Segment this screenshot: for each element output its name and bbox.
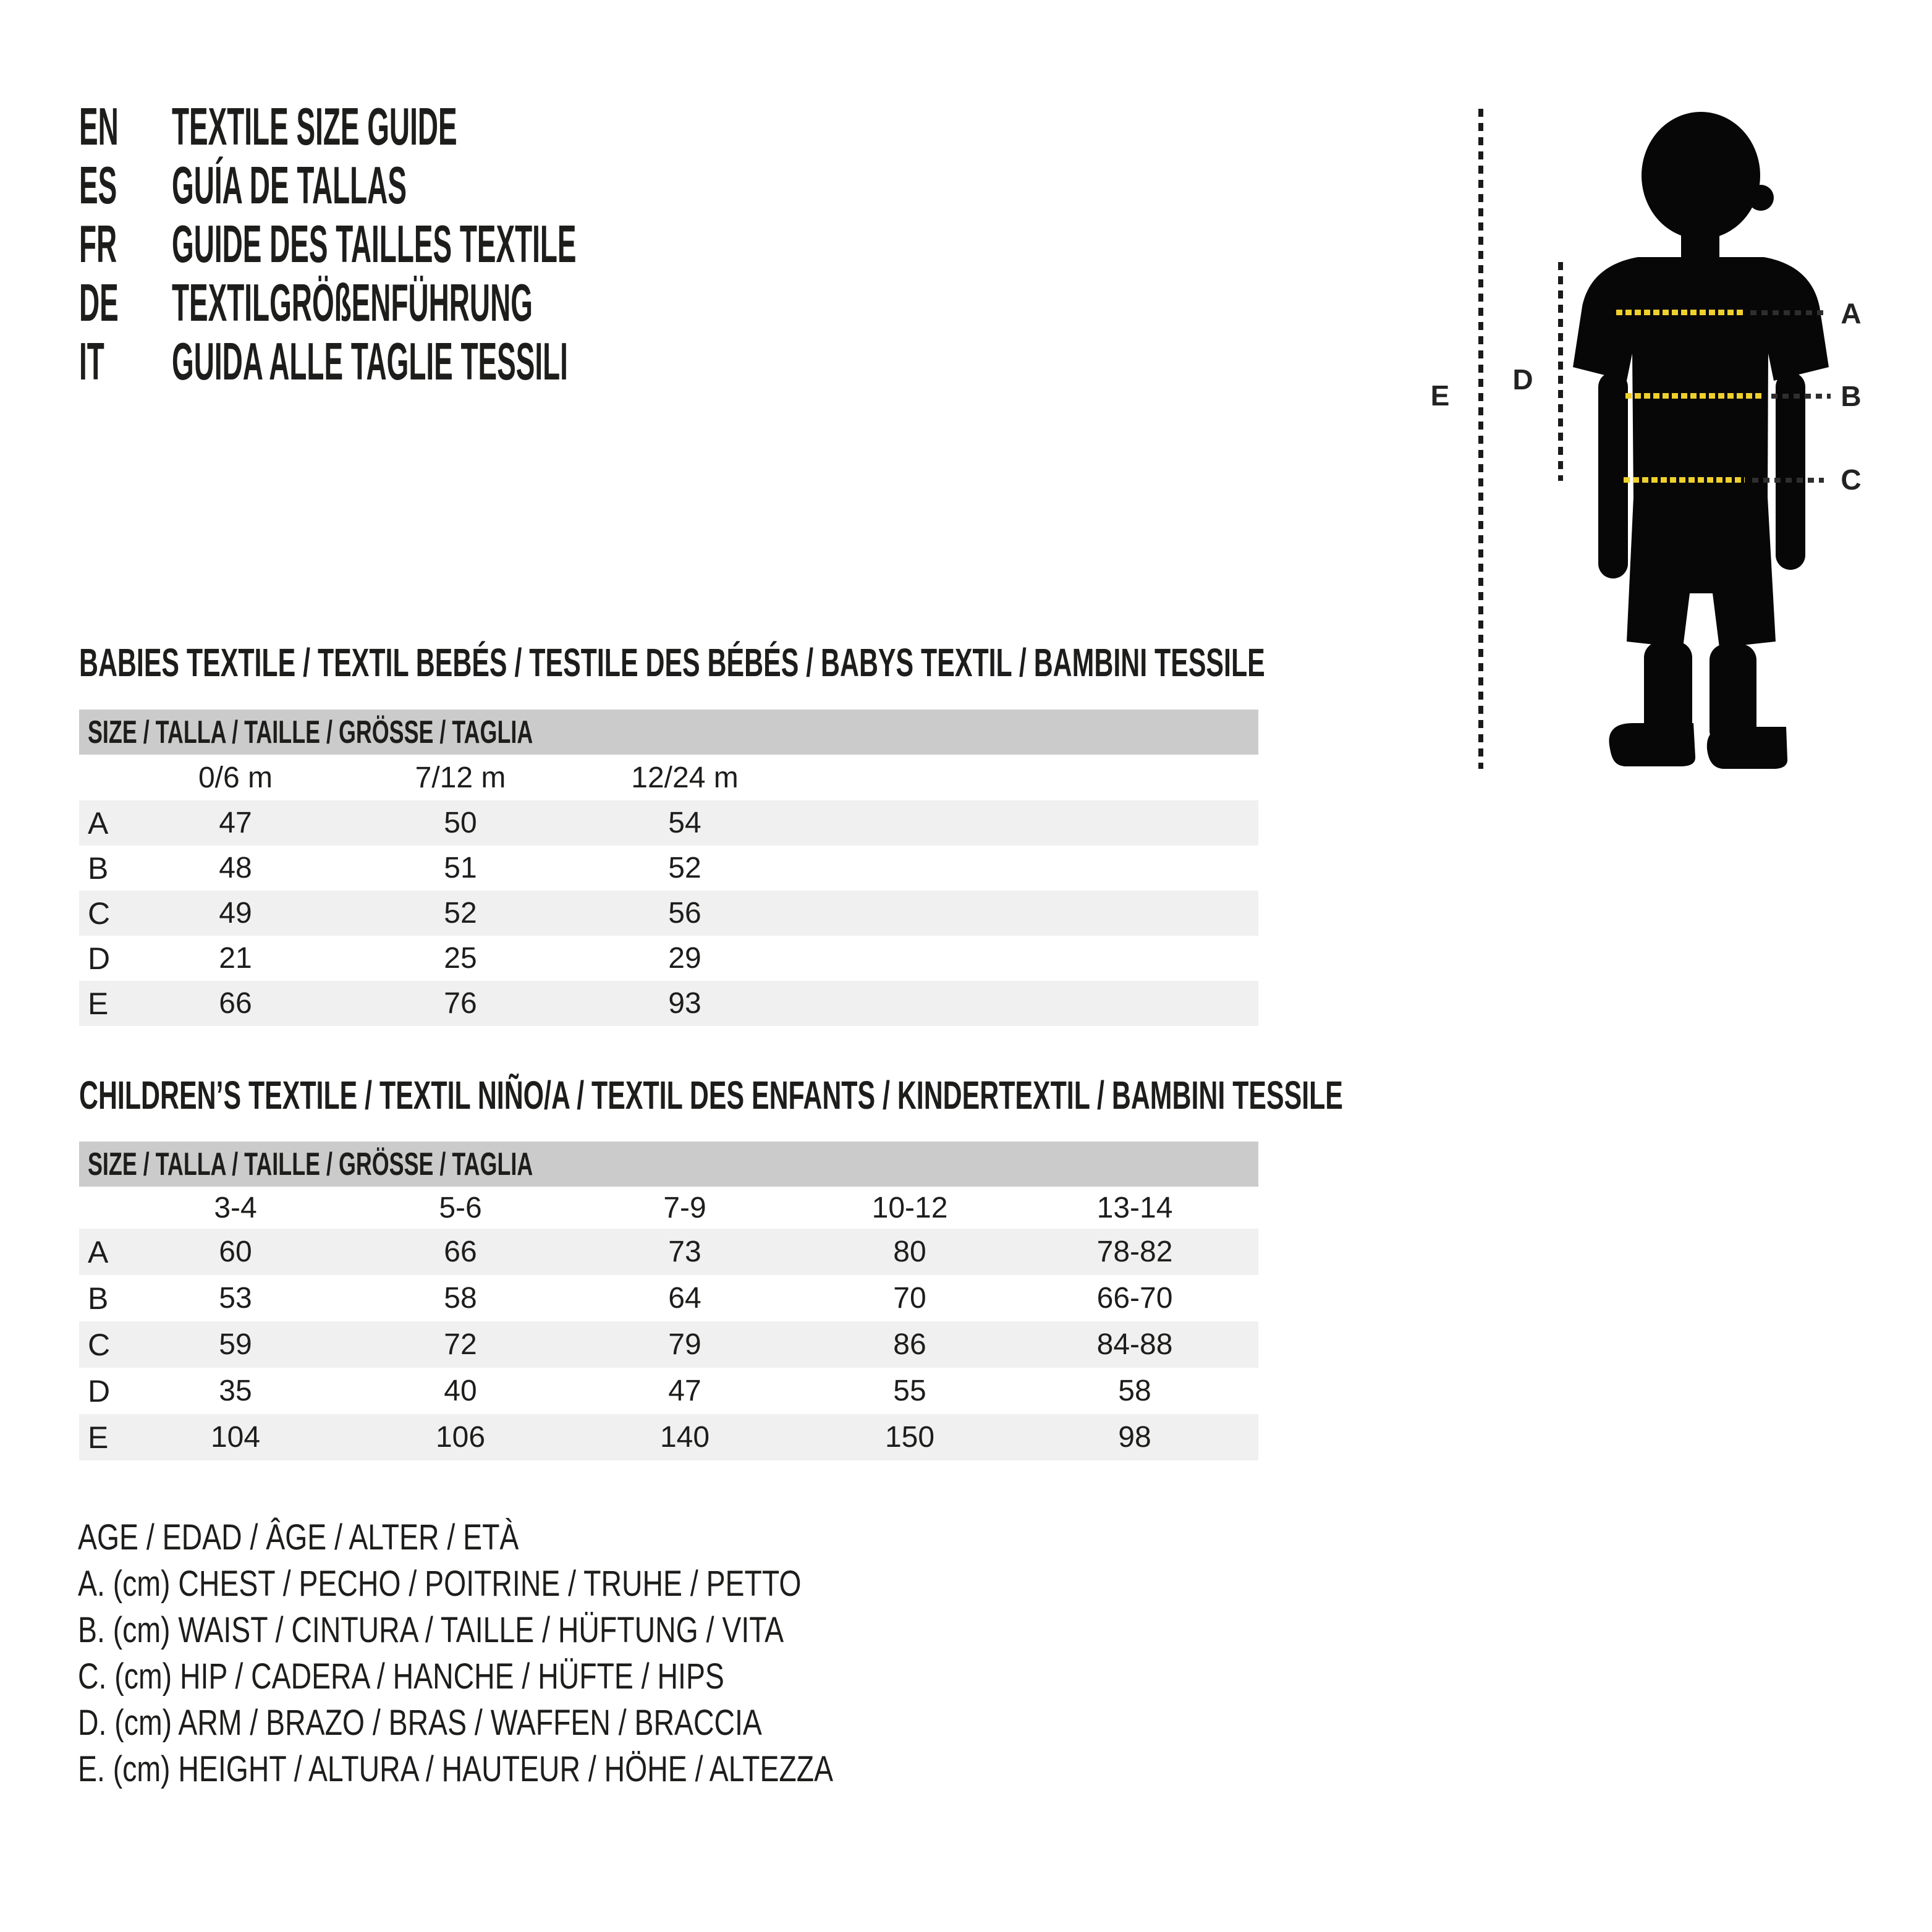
column-header: 7-9 xyxy=(663,1191,706,1224)
babies-section-title xyxy=(79,640,1849,685)
legend-chest-text: A. (cm) CHEST / PECHO / POITRINE / TRUHE / PETTO xyxy=(78,1564,802,1604)
legend-hip-text: C. (cm) HIP / CADERA / HANCHE / HÜFTE / HIPS xyxy=(78,1656,724,1697)
cell: 47 xyxy=(219,807,252,839)
cell: 150 xyxy=(884,1421,935,1454)
language-code-text: DE xyxy=(79,273,119,333)
children-size-header-bar xyxy=(79,1142,1258,1187)
row-label: B xyxy=(88,1281,109,1316)
column-header: 12/24 m xyxy=(631,761,739,794)
legend-line-hip xyxy=(78,1653,1022,1700)
cell: 78-82 xyxy=(1096,1235,1173,1268)
cell: 29 xyxy=(668,942,701,975)
column-header: 10-12 xyxy=(871,1191,948,1224)
language-code-text: IT xyxy=(79,332,104,391)
language-code xyxy=(79,332,126,423)
cell: 66 xyxy=(444,1235,477,1268)
table-row-a xyxy=(79,800,1258,845)
table-row-b xyxy=(79,1275,1258,1321)
cell: 86 xyxy=(893,1328,926,1361)
chest-dash-yellow xyxy=(1616,310,1743,315)
legend-line-height xyxy=(78,1746,1022,1792)
cell: 25 xyxy=(444,942,477,975)
language-title-text: TEXTILGRÖßENFÜHRUNG xyxy=(172,273,533,333)
hip-dash-yellow xyxy=(1624,477,1745,483)
cell: 98 xyxy=(1118,1421,1151,1454)
babies-column-header-row xyxy=(79,755,1258,800)
language-code-text: FR xyxy=(79,214,117,274)
legend-height-text: E. (cm) HEIGHT / ALTURA / HAUTEUR / HÖHE / ALTEZZA xyxy=(78,1749,834,1789)
row-label: A xyxy=(88,1234,109,1269)
children-section-title-text: CHILDREN’S TEXTILE / TEXTIL NIÑO/A / TEXTIL DES ENFANTS / KINDERTEXTIL / BAMBINI TESSILE xyxy=(79,1073,1343,1117)
cell: 60 xyxy=(219,1235,252,1268)
cell: 80 xyxy=(893,1235,926,1268)
column-header: 7/12 m xyxy=(415,761,506,794)
legend-arm-text: D. (cm) ARM / BRAZO / BRAS / WAFFEN / BRACCIA xyxy=(78,1703,762,1743)
legend-waist-text: B. (cm) WAIST / CINTURA / TAILLE / HÜFTUNG / VITA xyxy=(78,1610,784,1650)
row-label: C xyxy=(88,896,111,931)
children-size-header-text: SIZE / TALLA / TAILLE / GRÖSSE / TAGLIA xyxy=(88,1146,533,1182)
cell: 21 xyxy=(219,942,252,975)
chest-dash-dark xyxy=(1750,310,1824,315)
column-header: 5-6 xyxy=(439,1191,482,1224)
row-label: D xyxy=(88,941,111,976)
cell: 104 xyxy=(210,1421,261,1454)
cell: 48 xyxy=(219,852,252,884)
figure-label-waist-b: B xyxy=(1841,380,1862,412)
cell: 40 xyxy=(444,1375,477,1407)
children-column-header-row xyxy=(79,1187,1258,1229)
legend-age-text: AGE / EDAD / ÂGE / ALTER / ETÀ xyxy=(78,1517,519,1557)
babies-size-header-bar xyxy=(79,710,1258,755)
cell: 58 xyxy=(1118,1375,1151,1407)
cell: 52 xyxy=(668,852,701,884)
babies-table xyxy=(79,755,1258,1026)
table-row-e xyxy=(79,981,1258,1026)
language-title-text: GUÍA DE TALLAS xyxy=(172,156,407,215)
hip-dash-dark xyxy=(1752,478,1824,483)
row-label: E xyxy=(88,1420,109,1455)
table-row-e xyxy=(79,1414,1258,1460)
babies-size-header-text: SIZE / TALLA / TAILLE / GRÖSSE / TAGLIA xyxy=(88,714,533,750)
language-code-text: EN xyxy=(79,97,119,156)
cell: 66 xyxy=(219,987,252,1020)
row-label: C xyxy=(88,1327,111,1362)
language-title-text: GUIDA ALLE TAGLIE TESSILI xyxy=(172,332,568,391)
language-title-text: TEXTILE SIZE GUIDE xyxy=(172,97,457,156)
cell: 51 xyxy=(444,852,477,884)
language-code-text: ES xyxy=(79,156,117,215)
cell: 54 xyxy=(668,807,701,839)
table-row-c xyxy=(79,891,1258,936)
cell: 66-70 xyxy=(1096,1282,1173,1315)
cell: 76 xyxy=(444,987,477,1020)
cell: 59 xyxy=(219,1328,252,1361)
cell: 53 xyxy=(219,1282,252,1315)
row-label: D xyxy=(88,1373,111,1409)
figure-label-arm-d: D xyxy=(1512,363,1533,396)
cell: 47 xyxy=(668,1375,701,1407)
waist-dash-dark xyxy=(1771,394,1831,399)
cell: 79 xyxy=(668,1328,701,1361)
table-row-b xyxy=(79,845,1258,891)
cell: 49 xyxy=(219,897,252,930)
row-label: E xyxy=(88,986,109,1021)
babies-section-title-text: BABIES TEXTILE / TEXTIL BEBÉS / TESTILE DES BÉBÉS / BABYS TEXTIL / BAMBINI TESSILE xyxy=(79,640,1265,685)
column-header: 0/6 m xyxy=(198,761,273,794)
cell: 73 xyxy=(668,1235,701,1268)
column-header: 13-14 xyxy=(1096,1191,1173,1224)
row-label: A xyxy=(88,805,109,841)
cell: 56 xyxy=(668,897,701,930)
row-label: B xyxy=(88,850,109,886)
children-table xyxy=(79,1187,1258,1460)
cell: 70 xyxy=(893,1282,926,1315)
legend-line-waist xyxy=(78,1607,1022,1653)
children-section-title xyxy=(79,1075,1932,1115)
cell: 55 xyxy=(893,1375,926,1407)
measurement-legend xyxy=(78,1514,1022,1792)
figure-label-hip-c: C xyxy=(1841,464,1862,496)
waist-dash-yellow xyxy=(1625,393,1765,399)
cell: 58 xyxy=(444,1282,477,1315)
table-row-c xyxy=(79,1321,1258,1368)
language-title xyxy=(172,332,905,423)
table-row-a xyxy=(79,1229,1258,1275)
legend-line-chest xyxy=(78,1561,1022,1607)
cell: 140 xyxy=(659,1421,710,1454)
legend-line-age xyxy=(78,1514,1022,1561)
legend-line-arm xyxy=(78,1700,1022,1746)
cell: 93 xyxy=(668,987,701,1020)
table-row-d xyxy=(79,936,1258,981)
language-title-text: GUIDE DES TAILLES TEXTILE xyxy=(172,214,577,274)
cell: 50 xyxy=(444,807,477,839)
cell: 35 xyxy=(219,1375,252,1407)
cell: 106 xyxy=(435,1421,486,1454)
cell: 52 xyxy=(444,897,477,930)
figure-label-chest-a: A xyxy=(1841,297,1862,329)
table-row-d xyxy=(79,1368,1258,1414)
figure-label-height-e: E xyxy=(1430,379,1450,412)
cell: 64 xyxy=(668,1282,701,1315)
column-header: 3-4 xyxy=(214,1191,257,1224)
cell: 72 xyxy=(444,1328,477,1361)
cell: 84-88 xyxy=(1096,1328,1173,1361)
